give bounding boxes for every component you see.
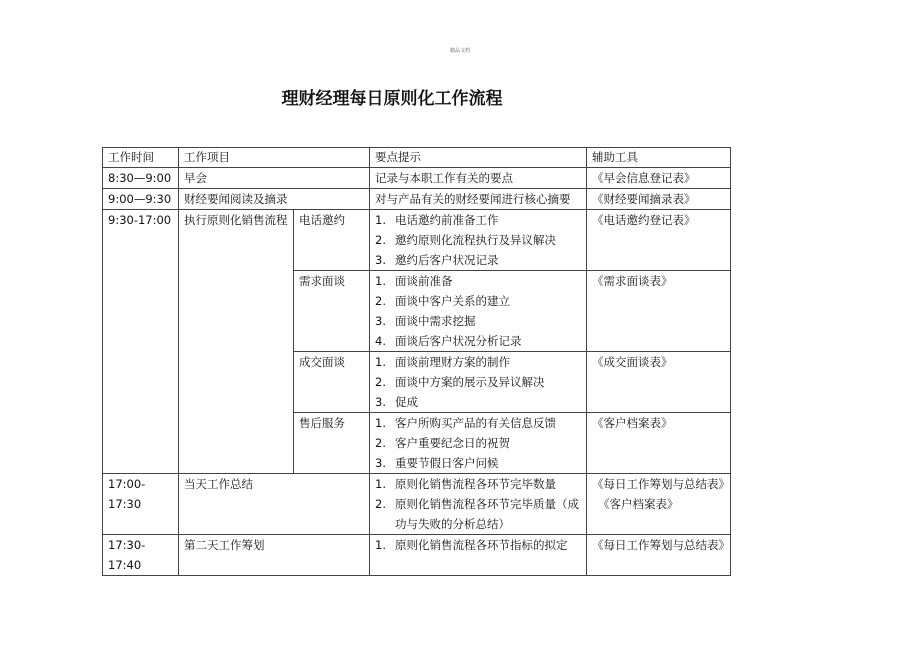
list-item: 2. 面谈中方案的展示及异议解决: [375, 375, 545, 389]
list-item: 1. 原则化销售流程各环节完毕数量: [375, 477, 556, 491]
points-cell: 记录与本职工作有关的要点: [370, 168, 587, 189]
tool-cell: 《早会信息登记表》: [587, 168, 731, 189]
table-row: [103, 535, 731, 576]
list-item: 1. 面谈前准备: [375, 274, 453, 288]
col-header-tool: 辅助工具: [587, 148, 731, 168]
item-cell: 早会: [179, 168, 370, 189]
page-title: 理财经理每日原则化工作流程: [281, 89, 503, 109]
table-row: [103, 210, 731, 271]
item-cell: 当天工作总结: [179, 474, 370, 535]
sub-item-cell: 电话邀约: [294, 210, 370, 271]
sub-item-cell: 需求面谈: [294, 271, 370, 352]
list-item: 2. 原则化销售流程各环节完毕质量（成功与失败的分析总结）: [375, 497, 579, 531]
tool-cell: 《需求面谈表》: [587, 271, 731, 352]
tool-line: 《每日工作筹划与总结表》: [592, 477, 730, 491]
tool-cell: 《每日工作筹划与总结表》: [587, 535, 731, 576]
points-cell: [370, 535, 587, 576]
tool-cell: 《电话邀约登记表》: [587, 210, 731, 271]
time-cell: 9:30-17:00: [103, 210, 179, 474]
list-item: 2. 邀约原则化流程执行及异议解决: [375, 233, 556, 247]
sub-item-cell: 成交面谈: [294, 352, 370, 413]
points-cell: [370, 271, 587, 352]
header-note: 精品文档: [449, 48, 470, 54]
tool-cell: [587, 474, 731, 535]
list-item: 3. 重要节假日客户问候: [375, 456, 499, 470]
item-cell: 执行原则化销售流程: [179, 210, 294, 474]
col-header-item: 工作项目: [179, 148, 370, 168]
list-item: 4. 面谈后客户状况分析记录: [375, 334, 522, 348]
points-cell: [370, 413, 587, 474]
table-row: [103, 189, 731, 210]
list-item: 1. 电话邀约前准备工作: [375, 213, 499, 227]
points-cell: [370, 352, 587, 413]
points-cell: 对与产品有关的财经要闻进行核心摘要: [370, 189, 587, 210]
item-cell: 第二天工作筹划: [179, 535, 370, 576]
time-cell: 8:30—9:00: [103, 168, 179, 189]
time-cell: 17:00-17:30: [103, 474, 179, 535]
tool-cell: 《成交面谈表》: [587, 352, 731, 413]
points-cell: [370, 474, 587, 535]
time-cell: 17:30-17:40: [103, 535, 179, 576]
header-row: [103, 148, 731, 168]
list-item: 3. 邀约后客户状况记录: [375, 253, 499, 267]
item-cell: 财经要闻阅读及摘录: [179, 189, 370, 210]
list-item: 2. 面谈中客户关系的建立: [375, 294, 510, 308]
tool-cell: 《客户档案表》: [587, 413, 731, 474]
list-item: 1. 原则化销售流程各环节指标的拟定: [375, 538, 568, 552]
table-row: [103, 474, 731, 535]
list-item: 3. 促成: [375, 395, 418, 409]
workflow-table: [102, 147, 731, 576]
table-row: [103, 168, 731, 189]
list-item: 1. 客户所购买产品的有关信息反馈: [375, 416, 556, 430]
col-header-time: 工作时间: [103, 148, 179, 168]
tool-line: 《客户档案表》: [598, 497, 679, 511]
tool-cell: 《财经要闻摘录表》: [587, 189, 731, 210]
sub-item-cell: 售后服务: [294, 413, 370, 474]
list-item: 3. 面谈中需求挖掘: [375, 314, 476, 328]
list-item: 2. 客户重要纪念日的祝贺: [375, 436, 510, 450]
list-item: 1. 面谈前理财方案的制作: [375, 355, 510, 369]
col-header-points: 要点提示: [370, 148, 587, 168]
points-cell: [370, 210, 587, 271]
time-cell: 9:00—9:30: [103, 189, 179, 210]
